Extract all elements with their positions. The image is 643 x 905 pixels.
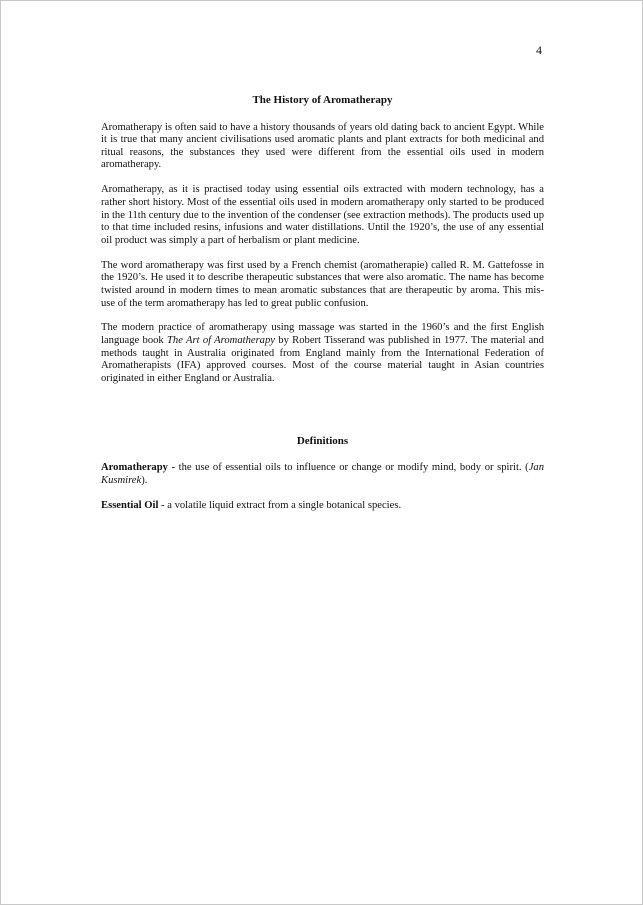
history-paragraph-3: The word aromatherapy was first used by a French chemist (aromatherapie) called R. M. Gattefosse in the 1920’s. He used it to describe therapeutic substances that were also aromatic. The name has become twisted around in modern times to mean aromatic substances that are therapeutic by aroma. This mis-use of the term aromatherapy has led to great public confusion.: [101, 259, 544, 309]
definition-aromatherapy-text: - the use of essential oils to influence or change or modify mind, body or spirit. (: [167, 462, 529, 474]
history-paragraph-4: [101, 322, 544, 385]
page-content: [101, 94, 544, 525]
history-paragraph-1: Aromatherapy is often said to have a history thousands of years old dating back to ancient Egypt. While it is true that many ancient civilisations used aromatic plants and plant extracts for both medicinal and ritual reasons, the substances they used were different from the essential oils used in modern aromatherapy.: [101, 121, 544, 171]
definition-essential-oil: [101, 500, 544, 513]
paragraph-4-text-after: by Robert Tisserand was published in 1977. The material and methods taught in Australia originated from England mainly from the International Federation of Aromatherapists (IFA) approved courses. Most of the course material taught in Asian countries originated in either England or Australia.: [101, 335, 544, 384]
term-essential-oil: Essential Oil: [101, 500, 159, 512]
paragraph-4-text-before: The modern practice of aromatherapy using massage was started in the 1960’s and the first English language book: [101, 322, 544, 347]
definition-aromatherapy: [101, 462, 544, 487]
book-title: The Art of Aromatherapy: [167, 335, 275, 347]
definitions-heading: Definitions: [296, 434, 349, 447]
section-spacer: [101, 398, 544, 435]
definition-essential-oil-text: - a volatile liquid extract from a single botanical species.: [158, 500, 402, 512]
definition-author: Jan Kusmirek: [101, 462, 544, 487]
history-heading: The History of Aromatherapy: [252, 94, 393, 106]
page-number: 4: [536, 43, 542, 57]
definition-aromatherapy-end: ).: [141, 475, 148, 487]
history-paragraph-2: Aromatherapy, as it is practised today using essential oils extracted with modern technology, has a rather short history. Most of the essential oils used in modern aromatherapy only started to be produced in the 11th century due to the invention of the condenser (see extraction methods). The products used up to that time included resins, infusions and water distillations. Until the 1920’s, the use of any essential oil product was simply a part of herbalism or plant medicine.: [101, 184, 544, 246]
term-aromatherapy: Aromatherapy: [101, 462, 168, 474]
